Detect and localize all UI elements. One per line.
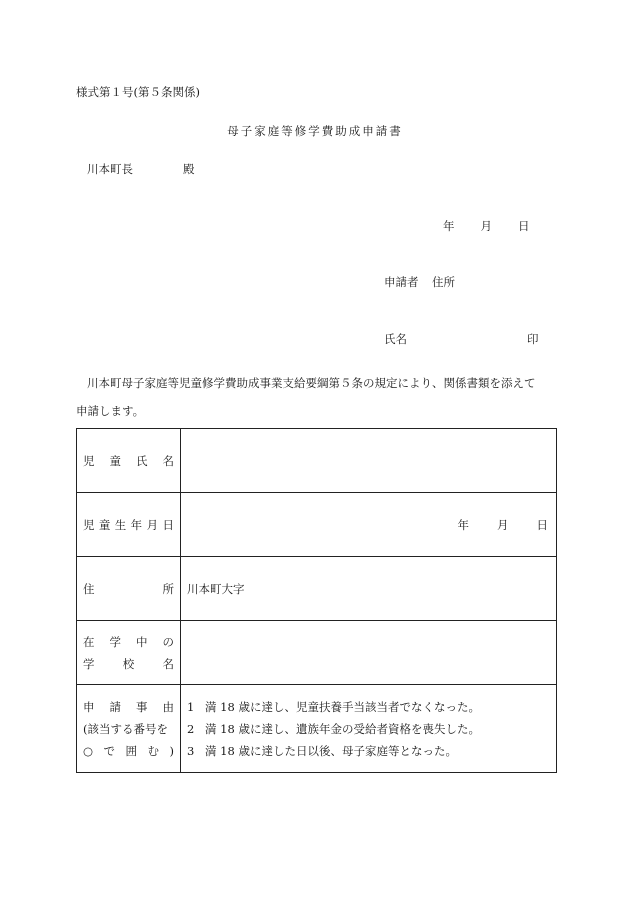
reason-option-3[interactable]: 3 満 18 歳に達した日以後、母子家庭等となった。 [187,743,457,758]
addressee-honorific: 殿 [183,162,195,176]
child-birthdate-field[interactable] [181,493,557,557]
row-school [77,621,557,685]
reason-option-2[interactable]: 2 満 18 歳に達し、遺族年金の受給者資格を喪失した。 [187,721,480,736]
birthdate-month-label: 月 [497,517,509,532]
child-name-field[interactable] [181,429,557,493]
address-field[interactable] [181,557,557,621]
form-number: 様式第１号(第５条関係) [76,85,200,99]
date-month-label: 月 [480,219,492,233]
date-year-label: 年 [443,219,455,233]
applicant-label: 申請者 [384,275,419,289]
school-name-label: 在 学 中 の 学 校 名 [77,621,181,685]
row-child-birthdate [77,493,557,557]
application-date [443,218,530,234]
child-name-label: 児 童 氏 名 [77,429,181,493]
reason-label: 申 請 事 由 (該当する番号を ○ で 囲 む ) [77,685,181,773]
address-prefix: 川本町大字 [187,581,245,596]
applicant-seal-mark: 印 [527,332,539,346]
document-title: 母子家庭等修学費助成申請書 [227,124,403,138]
applicant-address-label: 住所 [432,275,455,289]
row-reason [77,685,557,773]
birthdate-day-label: 日 [536,517,548,532]
row-address [77,557,557,621]
address-label: 住 所 [77,557,181,621]
reason-option-1[interactable]: 1 満 18 歳に達し、児童扶養手当該当者でなくなった。 [187,699,480,714]
body-text-line1: 川本町母子家庭等児童修学費助成事業支給要綱第５条の規定により、関係書類を添えて [87,376,536,390]
reason-options [181,685,557,773]
birthdate-year-label: 年 [457,517,469,532]
addressee: 川本町長 [87,162,133,176]
body-text-line2: 申請します。 [76,404,145,418]
child-birthdate-label: 児 童 生 年 月 日 [77,493,181,557]
date-day-label: 日 [518,219,530,233]
applicant-name-label: 氏名 [384,332,407,346]
application-table [76,428,557,773]
school-name-field[interactable] [181,621,557,685]
row-child-name [77,429,557,493]
